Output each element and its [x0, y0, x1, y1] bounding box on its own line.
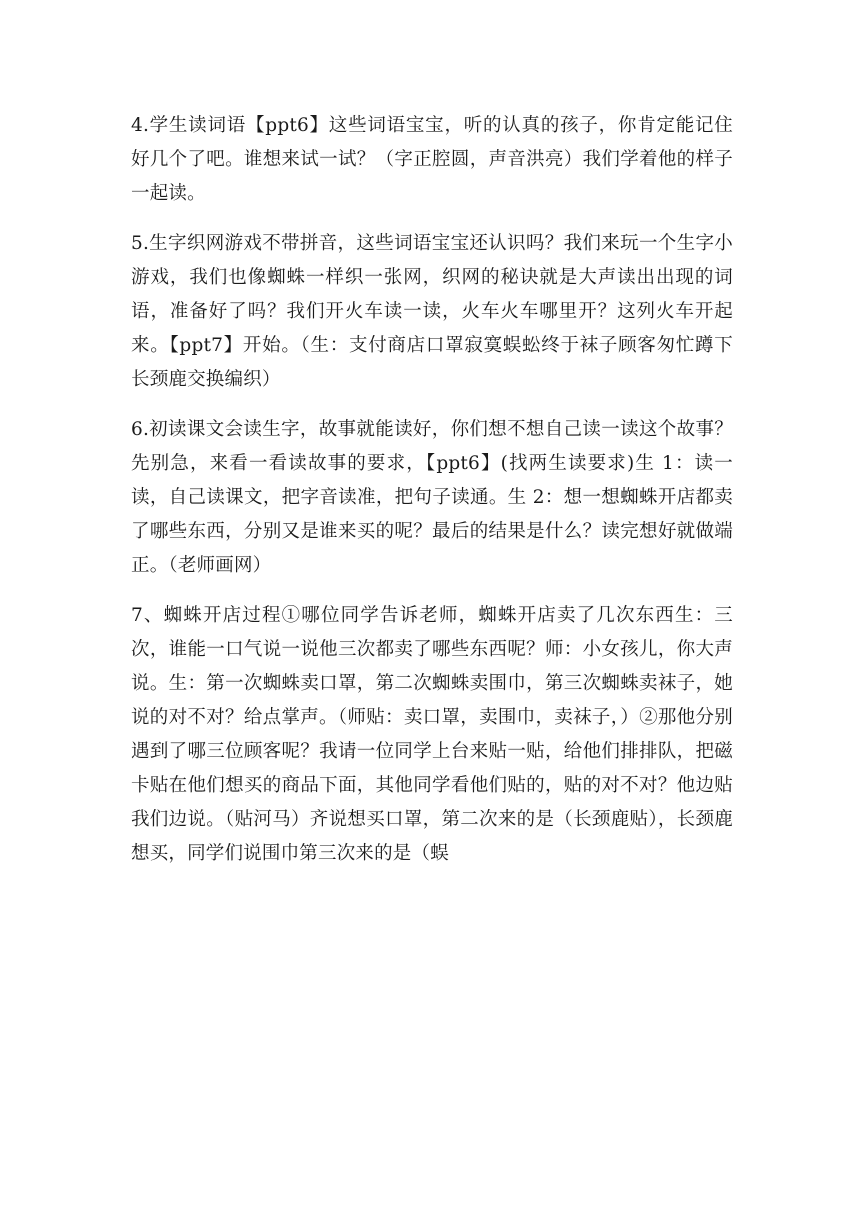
paragraph-7: 7、蜘蛛开店过程①哪位同学告诉老师，蜘蛛开店卖了几次东西生：三次，谁能一口气说一说他三次都卖了哪些东西呢？师：小女孩儿，你大声说。生：第一次蜘蛛卖口罩，第二次蜘蛛卖围巾，第三次蜘蛛卖袜子，她说的对不对？给点掌声。（师贴：卖口罩，卖围巾，卖袜子，）②那他分别遇到了哪三位顾客呢？我请一位同学上台来贴一贴，给他们排排队，把磁卡贴在他们想买的商品下面，其他同学看他们贴的，贴的对不对？他边贴我们边说。（贴河马）齐说想买口罩，第二次来的是（长颈鹿贴），长颈鹿想买，同学们说围巾第三次来的是（蜈 [131, 605, 733, 864]
paragraph-4: 4.学生读词语【ppt6】这些词语宝宝，听的认真的孩子，你肯定能记住好几个了吧。谁想来试一试？（字正腔圆，声音洪亮）我们学着他的样子一起读。 [131, 115, 733, 204]
paragraph-5: 5.生字织网游戏不带拼音，这些词语宝宝还认识吗？我们来玩一个生字小游戏，我们也像蜘蛛一样织一张网，织网的秘诀就是大声读出出现的词语，准备好了吗？我们开火车读一读，火车火车哪里开？这列火车开起来。【ppt7】开始。（生：支付商店口罩寂寞蜈蚣终于袜子顾客匆忙蹲下长颈鹿交换编织） [131, 233, 733, 390]
document-body [131, 109, 733, 887]
paragraph-6: 6.初读课文会读生字，故事就能读好，你们想不想自己读一读这个故事？先别急，来看一看读故事的要求，【ppt6】(找两生读要求)生 1：读一读，自己读课文，把字音读准，把句子读通。生 2：想一想蜘蛛开店都卖了哪些东西，分别又是谁来买的呢？最后的结果是什么？读完想好就做端正。（老师画网） [131, 419, 733, 576]
